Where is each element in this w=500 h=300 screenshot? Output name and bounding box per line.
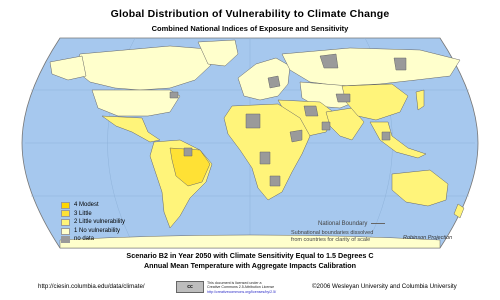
license-block (176, 281, 276, 294)
license-line2: Creative Commons 2.5 Attribution License (207, 285, 275, 290)
boundary-note-line2: from countries for clarity of scale (291, 236, 371, 243)
no-data-north-africa (246, 114, 260, 128)
scenario-caption (0, 251, 500, 271)
legend-swatch-little (61, 210, 70, 217)
legend-item-no-vulnerability (61, 227, 125, 236)
legend (61, 201, 125, 244)
legend-item-no-data (61, 235, 125, 244)
legend-label-little: 3 Little (74, 210, 92, 217)
boundary-line-sample (371, 223, 385, 224)
legend-item-modest (61, 201, 125, 210)
boundary-note-line1: Subnational boundaries dissolved (291, 230, 374, 236)
boundary-note (291, 230, 373, 243)
no-data-central-asia (336, 94, 350, 102)
no-data-asia-pacific (382, 132, 390, 140)
license-text (207, 281, 276, 294)
license-link[interactable]: http://creativecommons.org/licenses/by/2.5/ (207, 289, 277, 294)
scenario-line2: Annual Mean Temperature with Aggregate Impacts Calibration (143, 261, 357, 270)
legend-label-little-vulnerability: 2 Little vulnerability (74, 219, 126, 226)
copyright-notice: ©2006 Wesleyan University and Columbia University (312, 283, 457, 290)
national-boundary-label (318, 221, 385, 227)
map-subtitle: Combined National Indices of Exposure and Sensitivity (151, 24, 349, 33)
source-url[interactable]: http://ciesin.columbia.edu/data/climate/ (38, 283, 145, 290)
legend-swatch-no-vulnerability (61, 228, 70, 235)
legend-item-little-vulnerability (61, 218, 125, 227)
no-data-middle-east-2 (322, 122, 330, 130)
no-data-south-america (184, 148, 192, 156)
scenario-line1: Scenario B2 in Year 2050 with Climate Sensitivity Equal to 1.5 Degrees C (126, 251, 374, 260)
map-title: Global Distribution of Vulnerability to Climate Change (110, 8, 390, 20)
legend-label-no-data: no data (74, 236, 95, 243)
no-data-middle-east (304, 106, 318, 116)
license-line1: This document is licensed under a (207, 281, 262, 285)
projection-label: Robinson Projection (403, 235, 453, 241)
legend-swatch-no-data (61, 236, 70, 243)
no-data-horn-africa (290, 130, 302, 142)
creative-commons-badge[interactable]: cc (176, 281, 204, 293)
legend-swatch-little-vulnerability (61, 219, 70, 226)
no-data-southern-africa (270, 176, 280, 186)
legend-item-little (61, 210, 125, 219)
no-data-siberia (394, 58, 406, 70)
no-data-europe (268, 76, 280, 88)
legend-label-modest: 4 Modest (74, 202, 99, 208)
legend-label-no-vulnerability: 1 No vulnerability (74, 227, 121, 234)
no-data-central-africa (260, 152, 270, 164)
no-data-north-america (170, 92, 178, 98)
legend-swatch-modest (61, 202, 70, 209)
national-boundary-text: National Boundary (318, 221, 368, 227)
